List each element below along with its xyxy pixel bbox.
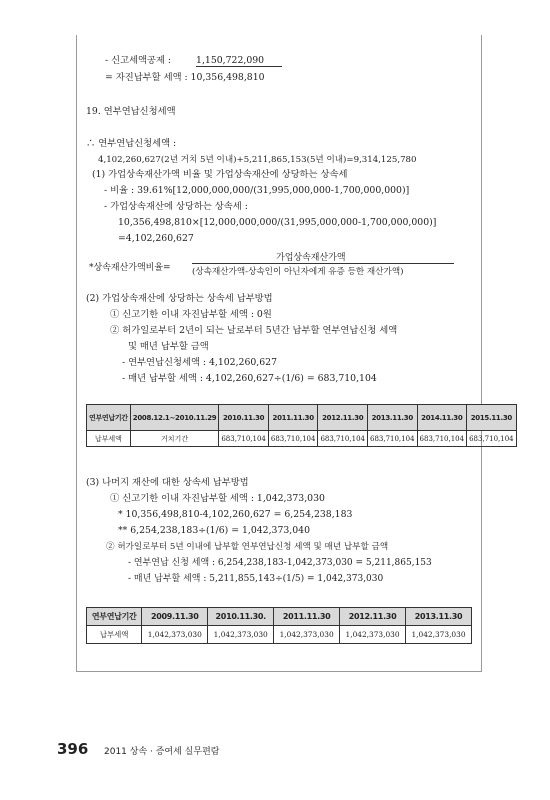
page-number: 396 xyxy=(57,740,89,758)
table1-cell: 683,710,104 xyxy=(367,431,417,447)
para-3b: * 10,356,498,810-4,102,260,627 = 6,254,238,183 xyxy=(118,509,353,520)
para-2b-cont: 및 매년 납부할 금액 xyxy=(128,341,209,352)
corr-line: - 가업상속재산에 상당하는 상속세 : xyxy=(104,201,248,212)
ratio-line: - 비율 : 39.61%[12,000,000,000/(31,995,000,000-1,700,000,000)] xyxy=(104,185,410,196)
table1-cell: 683,710,104 xyxy=(268,431,318,447)
table1-header-date: 2011.11.30 xyxy=(268,405,318,431)
table2-header-date: 2012.11.30 xyxy=(340,608,406,626)
table2-cell: 1,042,373,030 xyxy=(340,626,406,644)
table1-row-first: 거치기간 xyxy=(130,431,219,447)
table-row xyxy=(87,626,472,644)
table2-cell: 1,042,373,030 xyxy=(208,626,274,644)
para-3d: ② 허가일로부터 5년 이내에 납부할 연부연납신청 세액 및 매년 납부할 금액 xyxy=(106,542,389,552)
formula-numerator: 가업상속재산가액 xyxy=(276,253,346,263)
table1-header-date: 2013.11.30 xyxy=(367,405,417,431)
para-2a: ① 신고기한 이내 자진납부할 세액 : 0원 xyxy=(110,309,272,320)
table-row xyxy=(87,431,517,447)
table2-cell: 1,042,373,030 xyxy=(406,626,472,644)
calc-line: 4,102,260,627(2년 거치 5년 이내)+5,211,865,153(5년 이내)=9,314,125,780 xyxy=(98,155,417,165)
installment-table-2 xyxy=(86,607,472,644)
table2-cell: 1,042,373,030 xyxy=(142,626,208,644)
para-2c: - 연부연납신청세액 : 4,102,260,627 xyxy=(122,357,278,368)
corr-result-line: =4,102,260,627 xyxy=(118,233,194,244)
deduction-value: 1,150,722,090 xyxy=(196,55,282,67)
table1-header-date: 2010.11.30 xyxy=(219,405,269,431)
line-self-pay: = 자진납부할 세액 : 10,356,498,810 xyxy=(105,72,265,83)
line-deduction xyxy=(105,55,282,67)
table1-cell: 683,710,104 xyxy=(467,431,517,447)
running-footer: 2011 상속 · 증여세 실무편람 xyxy=(104,747,220,757)
table2-row-label: 납부세액 xyxy=(87,626,142,644)
table2-header-date: 2011.11.30 xyxy=(274,608,340,626)
para-3f: - 매년 납부할 세액 : 5,211,855,143÷(1/5) = 1,042,373,030 xyxy=(128,574,384,584)
table1-header-date: 2015.11.30 xyxy=(467,405,517,431)
table2-header-date: 2010.11.30. xyxy=(208,608,274,626)
para-2b: ② 허가일로부터 2년이 되는 날로부터 5년간 납부할 연부연납신청 세액 xyxy=(110,325,398,336)
formula-label: *상속재산가액비율= xyxy=(89,263,171,273)
table2-header-date: 2013.11.30 xyxy=(406,608,472,626)
table-row xyxy=(87,405,517,431)
para-2d: - 매년 납부할 세액 : 4,102,260,627÷(1/6) = 683,710,104 xyxy=(122,373,377,384)
table2-cell: 1,042,373,030 xyxy=(274,626,340,644)
para-3e: - 연부연납 신청 세액 : 6,254,238,183-1,042,373,030 = 5,211,865,153 xyxy=(128,558,432,568)
para-3a: ① 신고기한 이내 자진납부할 세액 : 1,042,373,030 xyxy=(110,493,325,504)
table1-header-label: 연부연납기간 xyxy=(87,405,131,431)
table1-cell: 683,710,104 xyxy=(318,431,368,447)
section-19-title: 19. 연부연납신청세액 xyxy=(86,106,176,117)
table1-header-first: 2008.12.1~2010.11.29 xyxy=(130,405,219,431)
table-row xyxy=(87,608,472,626)
para-2: (2) 가업상속재산에 상당하는 상속세 납부방법 xyxy=(86,293,273,304)
fraction-bar xyxy=(192,263,454,264)
therefore-line: ∴ 연부연납신청세액 : xyxy=(86,138,177,149)
table2-header-label: 연부연납기간 xyxy=(87,608,142,626)
para-1: (1) 가업상속재산가액 비율 및 가업상속재산에 상당하는 상속세 xyxy=(92,169,348,180)
table1-cell: 683,710,104 xyxy=(417,431,467,447)
table1-cell: 683,710,104 xyxy=(219,431,269,447)
installment-table-1 xyxy=(86,404,517,447)
table1-row-label: 납부세액 xyxy=(87,431,131,447)
table2-header-date: 2009.11.30 xyxy=(142,608,208,626)
table1-header-date: 2012.11.30 xyxy=(318,405,368,431)
para-3c: ** 6,254,238,183÷(1/6) = 1,042,373,040 xyxy=(118,525,310,536)
formula-denominator: (상속재산가액-상속인이 아닌자에게 유증 등한 재산가액) xyxy=(192,267,404,277)
deduction-label: - 신고세액공제 : xyxy=(105,55,172,66)
corr-calc-line: 10,356,498,810×[12,000,000,000/(31,995,000,000-1,700,000,000)] xyxy=(118,217,437,228)
para-3: (3) 나머지 재산에 대한 상속세 납부방법 xyxy=(86,477,249,488)
table1-header-date: 2014.11.30 xyxy=(417,405,467,431)
